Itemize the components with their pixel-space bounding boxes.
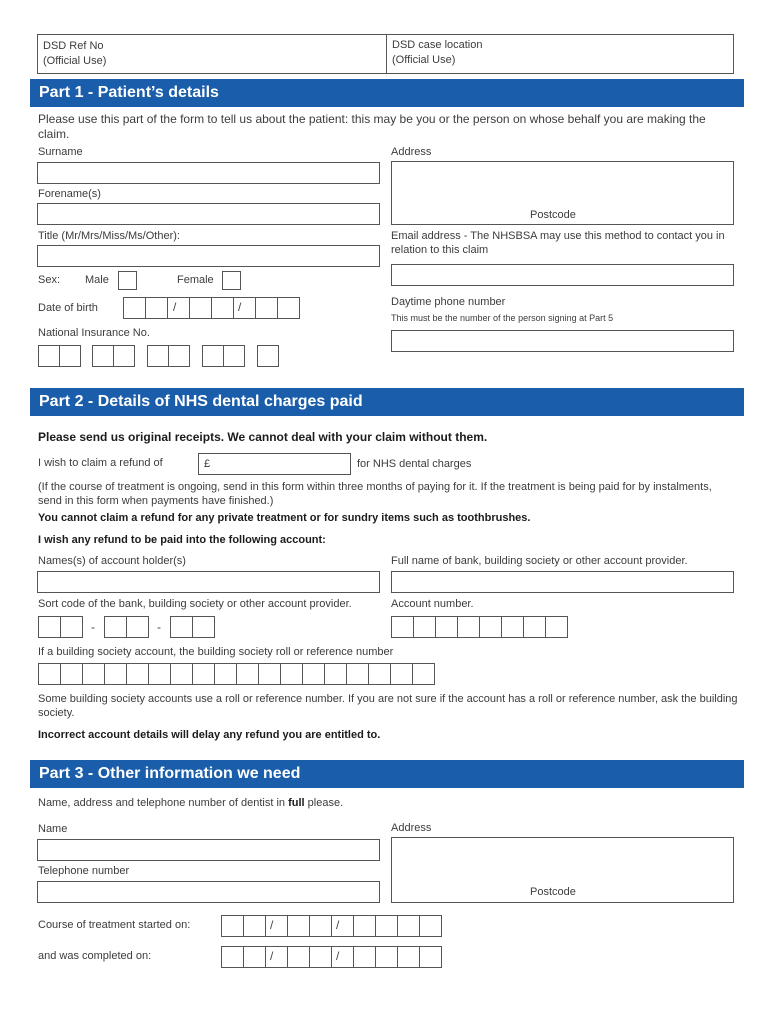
digit-cell[interactable] <box>38 345 60 367</box>
sort-code-dash: - <box>91 620 95 634</box>
digit-cell[interactable] <box>368 663 391 685</box>
forename-label: Forename(s) <box>38 188 101 200</box>
dentist-address-label: Address <box>391 822 432 834</box>
digit-cell[interactable] <box>390 663 413 685</box>
sex-label: Sex: <box>38 274 61 286</box>
digit-cell[interactable] <box>397 946 420 968</box>
dentist-telephone-input[interactable] <box>37 881 380 903</box>
digit-cell[interactable] <box>38 663 61 685</box>
digit-cell[interactable] <box>419 915 442 937</box>
digit-cell[interactable] <box>221 946 244 968</box>
digit-cell[interactable] <box>60 616 83 638</box>
bank-name-label: Full name of bank, building society or other account provider. <box>391 555 688 567</box>
digit-cell[interactable] <box>375 915 398 937</box>
phone-input[interactable] <box>391 330 734 352</box>
digit-cell[interactable] <box>280 663 303 685</box>
surname-input[interactable] <box>37 162 380 184</box>
digit-cell[interactable] <box>221 915 244 937</box>
account-number-label: Account number. <box>391 598 474 610</box>
refund-label: I wish to claim a refund of <box>38 457 163 469</box>
incorrect-notice: Incorrect account details will delay any refund you are entitled to. <box>38 729 381 741</box>
nino-label: National Insurance No. <box>38 327 150 339</box>
digit-cell[interactable] <box>413 616 436 638</box>
phone-note: This must be the number of the person signing at Part 5 <box>391 313 614 323</box>
digit-cell[interactable] <box>38 616 61 638</box>
digit-cell[interactable] <box>223 345 245 367</box>
digit-cell[interactable] <box>192 663 215 685</box>
male-label: Male <box>85 274 109 286</box>
digit-cell[interactable] <box>202 345 224 367</box>
digit-cell[interactable] <box>170 663 193 685</box>
digit-cell[interactable] <box>331 915 354 937</box>
currency-symbol: £ <box>204 458 211 470</box>
surname-label: Surname <box>38 146 83 158</box>
digit-cell[interactable] <box>192 616 215 638</box>
forename-input[interactable] <box>37 203 380 225</box>
dentist-telephone-label: Telephone number <box>38 865 130 877</box>
digit-cell[interactable] <box>309 946 332 968</box>
digit-cell[interactable] <box>479 616 502 638</box>
digit-cell[interactable] <box>545 616 568 638</box>
receipts-notice: Please send us original receipts. We cannot deal with your claim without them. <box>38 430 488 444</box>
roll-note: Some building society accounts use a roll or reference number. If you are not sure if the account has a roll or reference number, ask the building society. <box>38 693 738 719</box>
dob-label: Date of birth <box>38 302 98 314</box>
digit-cell[interactable] <box>457 616 480 638</box>
digit-cell[interactable] <box>391 616 414 638</box>
digit-cell[interactable] <box>287 915 310 937</box>
female-label: Female <box>177 274 214 286</box>
digit-cell[interactable] <box>233 297 256 319</box>
part1-header: Part 1 - Patient’s details <box>30 79 744 107</box>
digit-cell[interactable] <box>375 946 398 968</box>
digit-cell[interactable] <box>123 297 146 319</box>
digit-cell[interactable] <box>501 616 524 638</box>
dsd-ref-no-label: DSD Ref No <box>43 40 104 52</box>
treatment-started-label: Course of treatment started on: <box>38 919 191 931</box>
digit-cell[interactable] <box>324 663 347 685</box>
digit-cell[interactable] <box>126 663 149 685</box>
digit-cell[interactable] <box>257 345 279 367</box>
digit-cell[interactable] <box>523 616 546 638</box>
private-notice: You cannot claim a refund for any private treatment or for sundry items such as toothbrushes. <box>38 512 531 524</box>
digit-cell[interactable] <box>419 946 442 968</box>
date-slash: / <box>270 949 274 963</box>
part3-intro-pre: Name, address and telephone number of dentist in <box>38 797 289 809</box>
digit-cell[interactable] <box>258 663 281 685</box>
date-slash: / <box>238 300 242 314</box>
digit-cell[interactable] <box>243 946 266 968</box>
refund-amount-input[interactable] <box>198 453 351 475</box>
digit-cell[interactable] <box>346 663 369 685</box>
account-intro: I wish any refund to be paid into the following account: <box>38 534 326 546</box>
date-slash: / <box>336 949 340 963</box>
male-checkbox[interactable] <box>118 271 137 290</box>
digit-cell[interactable] <box>265 915 288 937</box>
digit-cell[interactable] <box>287 946 310 968</box>
digit-cell[interactable] <box>170 616 193 638</box>
roll-label: If a building society account, the building society roll or reference number <box>38 646 394 658</box>
email-label: Email address - The NHSBSA may use this method to contact you in relation to this claim <box>391 230 725 256</box>
dsd-case-location-label: DSD case location <box>392 39 483 51</box>
holders-input[interactable] <box>37 571 380 593</box>
digit-cell[interactable] <box>59 345 81 367</box>
digit-cell[interactable] <box>435 616 458 638</box>
title-label: Title (Mr/Mrs/Miss/Ms/Other): <box>38 230 180 242</box>
digit-cell[interactable] <box>148 663 171 685</box>
digit-cell[interactable] <box>104 663 127 685</box>
sort-code-label: Sort code of the bank, building society or other account provider. <box>38 598 352 610</box>
phone-label: Daytime phone number <box>391 296 506 308</box>
date-slash: / <box>336 918 340 932</box>
dentist-name-input[interactable] <box>37 839 380 861</box>
digit-cell[interactable] <box>255 297 278 319</box>
digit-cell[interactable] <box>214 663 237 685</box>
postcode-label: Postcode <box>530 209 576 221</box>
digit-cell[interactable] <box>126 616 149 638</box>
date-slash: / <box>270 918 274 932</box>
digit-cell[interactable] <box>265 946 288 968</box>
digit-cell[interactable] <box>60 663 83 685</box>
dentist-name-label: Name <box>38 823 68 835</box>
female-checkbox[interactable] <box>222 271 241 290</box>
part3-intro-post: please. <box>304 797 344 809</box>
sort-code-dash: - <box>157 620 161 634</box>
refund-suffix: for NHS dental charges <box>357 458 472 470</box>
digit-cell[interactable] <box>277 297 300 319</box>
digit-cell[interactable] <box>302 663 325 685</box>
digit-cell[interactable] <box>236 663 259 685</box>
bank-name-input[interactable] <box>391 571 734 593</box>
digit-cell[interactable] <box>211 297 234 319</box>
digit-cell[interactable] <box>353 915 376 937</box>
date-slash: / <box>173 300 177 314</box>
treatment-completed-label: and was completed on: <box>38 950 152 962</box>
digit-cell[interactable] <box>92 345 114 367</box>
dsd-ref-no-sublabel: (Official Use) <box>43 55 107 67</box>
digit-cell[interactable] <box>168 345 190 367</box>
holders-label: Names(s) of account holder(s) <box>38 555 186 567</box>
title-input[interactable] <box>37 245 380 267</box>
dsd-case-location-sublabel: (Official Use) <box>392 54 456 66</box>
address-label: Address <box>391 146 432 158</box>
part3-intro <box>38 797 343 811</box>
digit-cell[interactable] <box>309 915 332 937</box>
part2-header: Part 2 - Details of NHS dental charges paid <box>30 388 744 416</box>
dentist-postcode-label: Postcode <box>530 886 576 898</box>
digit-cell[interactable] <box>147 345 169 367</box>
digit-cell[interactable] <box>167 297 190 319</box>
official-divider <box>386 34 387 74</box>
ongoing-note: (If the course of treatment is ongoing, send in this form within three months of paying for it. If the treatment is being paid for by instalments, send in this form when payments have finished.) <box>38 481 712 507</box>
digit-cell[interactable] <box>353 946 376 968</box>
email-input[interactable] <box>391 264 734 286</box>
digit-cell[interactable] <box>82 663 105 685</box>
digit-cell[interactable] <box>113 345 135 367</box>
digit-cell[interactable] <box>145 297 168 319</box>
part3-header: Part 3 - Other information we need <box>30 760 744 788</box>
digit-cell[interactable] <box>189 297 212 319</box>
digit-cell[interactable] <box>243 915 266 937</box>
part1-intro: Please use this part of the form to tell us about the patient: this may be you or the person on whose behalf you are making the claim. <box>38 112 706 141</box>
digit-cell[interactable] <box>412 663 435 685</box>
part3-intro-bold: full <box>288 797 305 809</box>
digit-cell[interactable] <box>397 915 420 937</box>
digit-cell[interactable] <box>104 616 127 638</box>
digit-cell[interactable] <box>331 946 354 968</box>
